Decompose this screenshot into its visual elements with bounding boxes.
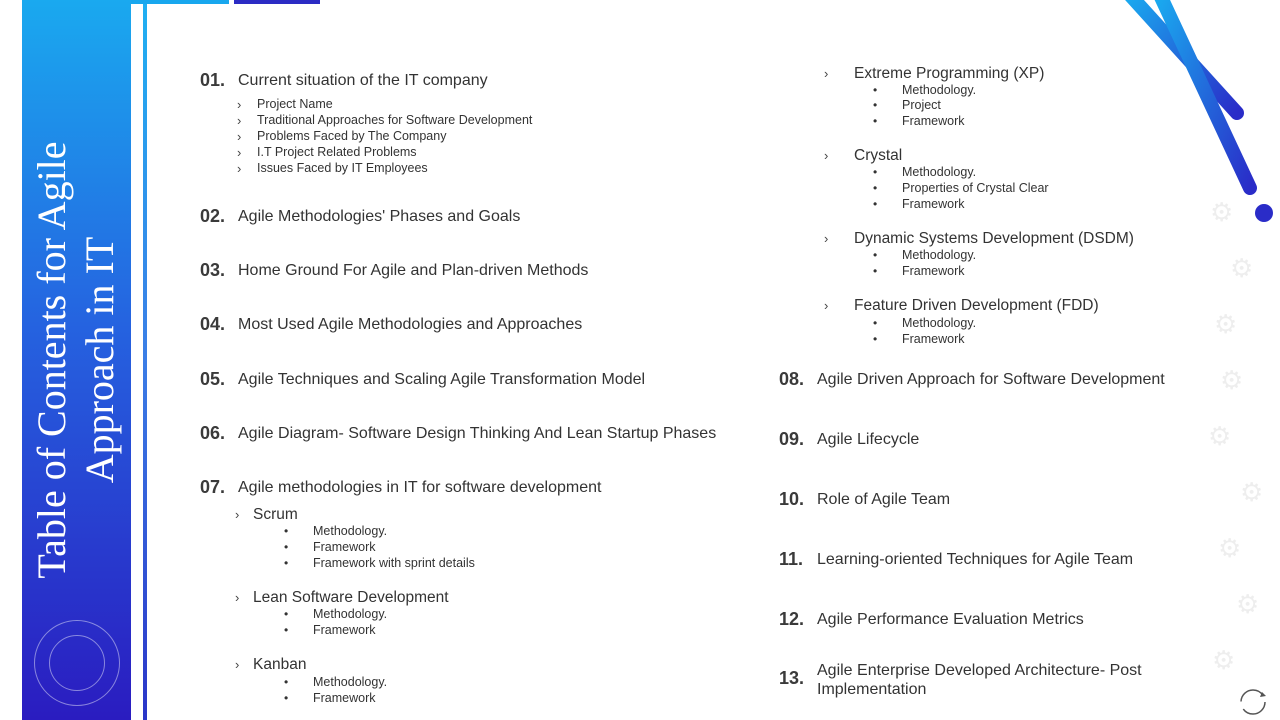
bullet-icon: •	[873, 181, 878, 195]
method-point[interactable]: Properties of Crystal Clear	[902, 181, 1049, 195]
bullet-icon: •	[873, 248, 878, 262]
bullet-icon: •	[284, 675, 289, 689]
bullet-icon: •	[284, 540, 289, 554]
arrow-icon: ›	[824, 231, 829, 246]
bullet-icon: •	[284, 623, 289, 637]
bullet-icon: •	[873, 114, 878, 128]
method-name[interactable]: Dynamic Systems Development (DSDM)	[854, 230, 1134, 247]
method-name[interactable]: Feature Driven Development (FDD)	[854, 297, 1099, 314]
bullet-icon: •	[284, 607, 289, 621]
item-number: 07.	[200, 477, 226, 497]
toc-item-label[interactable]: Current situation of the IT company	[238, 72, 488, 89]
accent-top-bar-dark	[234, 0, 320, 4]
page-title: Table of Contents for Agile Approach in IT	[29, 141, 122, 579]
arrow-icon: ›	[235, 590, 240, 605]
arrow-icon: ›	[237, 145, 242, 160]
toc-item-label[interactable]: Role of Agile Team	[817, 491, 951, 508]
toc-item-label[interactable]: Learning-oriented Techniques for Agile Team	[817, 551, 1134, 568]
bullet-icon: •	[873, 332, 878, 346]
toc-subitem[interactable]: Problems Faced by The Company	[257, 129, 447, 143]
bullet-icon: •	[873, 316, 878, 330]
bullet-icon: •	[873, 197, 878, 211]
toc-item-label[interactable]: Agile methodologies in IT for software development	[238, 479, 602, 496]
arrow-icon: ›	[824, 66, 829, 81]
method-point[interactable]: Framework	[902, 114, 965, 128]
arrow-icon: ›	[824, 298, 829, 313]
method-point[interactable]: Methodology.	[902, 248, 977, 262]
method-point[interactable]: Framework with sprint details	[313, 556, 475, 570]
arrow-icon: ›	[237, 113, 242, 128]
toc-item-label[interactable]: Agile Methodologies' Phases and Goals	[238, 208, 521, 225]
toc-item-label[interactable]: Agile Diagram- Software Design Thinking And Lean Startup Phases	[238, 425, 717, 442]
method-point[interactable]: Methodology.	[902, 316, 977, 330]
toc-subitem[interactable]: Traditional Approaches for Software Development	[257, 113, 533, 127]
bullet-icon: •	[284, 691, 289, 705]
watermark-gear-icons: ⚙ ⚙ ⚙ ⚙ ⚙ ⚙ ⚙ ⚙ ⚙	[1208, 198, 1264, 676]
toc-item-label[interactable]: Agile Enterprise Developed Architecture- Post Implementation	[817, 662, 1142, 698]
arrow-icon: ›	[235, 507, 240, 522]
method-point[interactable]: Framework	[902, 332, 965, 346]
cycle-icon	[1236, 686, 1270, 718]
toc-item-label[interactable]: Agile Techniques and Scaling Agile Transformation Model	[238, 371, 646, 388]
item-number: 10.	[779, 489, 805, 509]
method-point[interactable]: Methodology.	[902, 165, 977, 179]
item-number: 03.	[200, 260, 226, 280]
item-number: 04.	[200, 314, 226, 334]
toc-subitem[interactable]: I.T Project Related Problems	[257, 145, 417, 159]
bullet-icon: •	[284, 556, 289, 570]
method-point[interactable]: Methodology.	[902, 83, 977, 97]
method-point[interactable]: Framework	[902, 264, 965, 278]
item-number: 11.	[779, 549, 804, 569]
toc-item-label[interactable]: Agile Driven Approach for Software Development	[817, 371, 1165, 388]
item-number: 06.	[200, 423, 226, 443]
arrow-icon: ›	[824, 148, 829, 163]
arrow-icon: ›	[237, 97, 242, 112]
method-point[interactable]: Project	[902, 98, 941, 112]
toc-subitem[interactable]: Project Name	[257, 97, 333, 111]
bullet-icon: •	[873, 83, 878, 97]
bullet-icon: •	[873, 264, 878, 278]
method-point[interactable]: Methodology.	[313, 675, 388, 689]
item-number: 09.	[779, 429, 805, 449]
toc-item-label[interactable]: Home Ground For Agile and Plan-driven Methods	[238, 262, 589, 279]
method-point[interactable]: Methodology.	[313, 524, 388, 538]
method-point[interactable]: Framework	[313, 540, 376, 554]
method-name[interactable]: Crystal	[854, 147, 903, 164]
method-point[interactable]: Framework	[902, 197, 965, 211]
item-number: 01.	[200, 70, 226, 90]
item-number: 13.	[779, 668, 805, 688]
toc-item-label[interactable]: Agile Lifecycle	[817, 431, 920, 448]
arrow-icon: ›	[237, 129, 242, 144]
item-number: 05.	[200, 369, 226, 389]
accent-divider-line	[143, 0, 147, 720]
bullet-icon: •	[873, 98, 878, 112]
arrow-icon: ›	[235, 657, 240, 672]
arrow-icon: ›	[237, 161, 242, 176]
accent-top-bar-light	[131, 0, 229, 4]
toc-item-label[interactable]: Most Used Agile Methodologies and Approaches	[238, 316, 583, 333]
item-number: 02.	[200, 206, 226, 226]
decorative-ring-inner	[49, 635, 105, 691]
method-name[interactable]: Lean Software Development	[253, 589, 449, 606]
method-point[interactable]: Methodology.	[313, 607, 388, 621]
method-name[interactable]: Kanban	[253, 656, 307, 673]
bullet-icon: •	[284, 524, 289, 538]
method-point[interactable]: Framework	[313, 623, 376, 637]
toc-item-label[interactable]: Agile Performance Evaluation Metrics	[817, 611, 1084, 628]
method-point[interactable]: Framework	[313, 691, 376, 705]
method-name[interactable]: Scrum	[253, 506, 298, 523]
bullet-icon: •	[873, 165, 878, 179]
toc-subitem[interactable]: Issues Faced by IT Employees	[257, 161, 428, 175]
title-banner	[22, 0, 131, 720]
item-number: 08.	[779, 369, 805, 389]
method-name[interactable]: Extreme Programming (XP)	[854, 65, 1045, 82]
item-number: 12.	[779, 609, 805, 629]
